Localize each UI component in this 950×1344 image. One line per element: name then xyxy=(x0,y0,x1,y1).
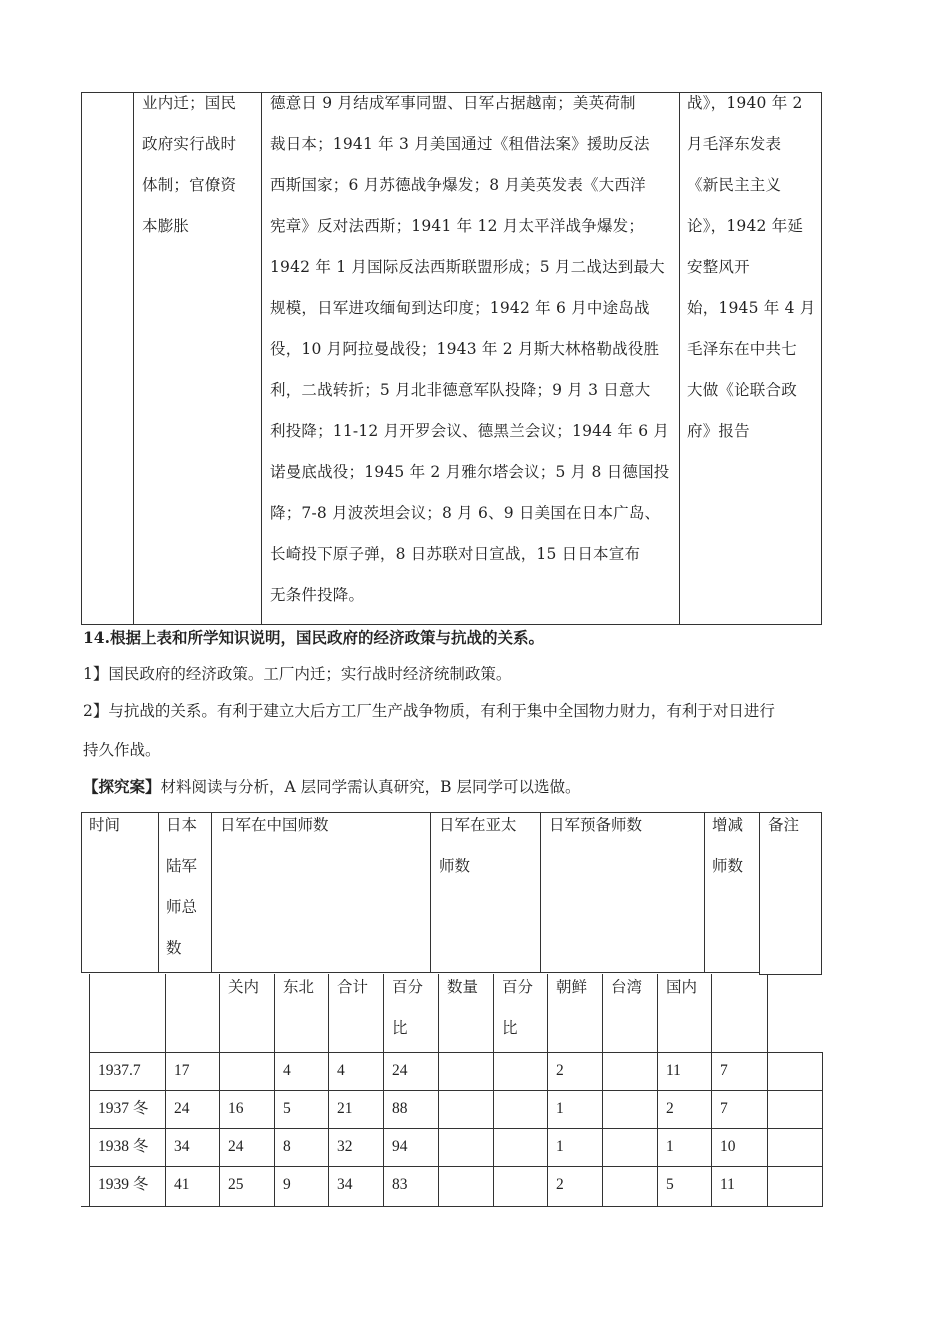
text-line: 体制；官僚资 xyxy=(142,176,237,194)
header-note: 备注 xyxy=(768,816,800,834)
header-china: 日军在中国师数 xyxy=(220,816,329,834)
table-col-divider xyxy=(261,92,262,625)
table2-row-line xyxy=(89,1166,823,1167)
table2-row-line xyxy=(89,1128,823,1129)
text-line: 安整风开 xyxy=(687,258,750,276)
subheader-dongbei: 东北 xyxy=(283,978,315,996)
text-line: 宪章》反对法西斯；1941 年 12 月太平洋战争爆发； xyxy=(270,217,645,235)
subheader-chaoxian: 朝鲜 xyxy=(556,978,588,996)
text-line: 府》报告 xyxy=(687,422,750,440)
text-line: 1942 年 1 月国际反法西斯联盟形成；5 月二战达到最大 xyxy=(270,258,665,276)
cell-chaoxian: 1 xyxy=(556,1138,564,1155)
answer-2-line2: 持久作战。 xyxy=(83,741,161,759)
subheader-pct2-line: 百分 xyxy=(502,978,534,996)
subheader-pct2 xyxy=(502,967,533,1049)
subheader-pct2-line: 比 xyxy=(502,1019,518,1037)
cell-heji: 21 xyxy=(337,1100,353,1117)
cell-time: 1937.7 xyxy=(98,1062,141,1079)
table2-h1-divider xyxy=(540,812,541,973)
text-line: 月毛泽东发表 xyxy=(687,135,782,153)
text-line: 利投降；11-12 月开罗会议、德黑兰会议；1944 年 6 月 xyxy=(270,422,670,440)
cell-chaoxian: 2 xyxy=(556,1062,564,1079)
table2-header1-bottom-note xyxy=(759,974,822,975)
header-asia-pacific xyxy=(439,805,517,887)
cell-total: 41 xyxy=(174,1176,190,1193)
text-line: 《新民主主义 xyxy=(687,176,782,194)
header-asia-pacific-line: 日军在亚太 xyxy=(439,816,517,834)
cell-dongbei: 8 xyxy=(283,1138,291,1155)
subheader-pct1-line: 百分 xyxy=(392,978,424,996)
text-line: 毛泽东在中共七 xyxy=(687,340,797,358)
cell-time: 1939 冬 xyxy=(98,1176,149,1193)
table2-h2-divider xyxy=(822,1052,823,1206)
subheader-guannei: 关内 xyxy=(228,978,260,996)
header-time: 时间 xyxy=(89,816,121,834)
header-total xyxy=(166,805,197,969)
table-border-bottom xyxy=(81,624,822,625)
cell-guonei: 2 xyxy=(666,1100,674,1117)
table-col-divider xyxy=(133,92,134,625)
text-line: 业内迁；国民 xyxy=(142,94,237,112)
text-line: 役，10 月阿拉曼战役；1943 年 2 月斯大林格勒战役胜 xyxy=(270,340,660,358)
cell-heji: 34 xyxy=(337,1176,353,1193)
cell-dongbei: 9 xyxy=(283,1176,291,1193)
header-change-line: 增减 xyxy=(712,816,744,834)
cell-guannei: 25 xyxy=(228,1176,244,1193)
subheader-guonei: 国内 xyxy=(666,978,698,996)
header-total-line: 日本 xyxy=(166,816,198,834)
cell-pct: 88 xyxy=(392,1100,408,1117)
table2-h1-divider xyxy=(759,812,760,975)
header-total-line: 陆军 xyxy=(166,857,198,875)
header-change-line: 师数 xyxy=(712,857,744,875)
question-14-title: 14.根据上表和所学知识说明，国民政府的经济政策与抗战的关系。 xyxy=(83,628,544,647)
col4-text xyxy=(687,83,819,452)
text-line: 论》，1942 年延 xyxy=(687,217,804,235)
cell-guannei: 24 xyxy=(228,1138,244,1155)
cell-time: 1937 冬 xyxy=(98,1100,149,1117)
table2-h1-divider xyxy=(211,812,212,973)
cell-dongbei: 4 xyxy=(283,1062,291,1079)
text-line: 裁日本；1941 年 3 月美国通过《租借法案》援助反法 xyxy=(270,135,650,153)
explore-section xyxy=(83,777,580,797)
cell-change: 11 xyxy=(720,1176,735,1193)
cell-heji: 4 xyxy=(337,1062,345,1079)
text-line: 战》，1940 年 2 xyxy=(687,94,803,112)
subheader-heji: 合计 xyxy=(337,978,369,996)
header-reserve: 日军预备师数 xyxy=(549,816,643,834)
cell-heji: 32 xyxy=(337,1138,353,1155)
answer-1: 1】国民政府的经济政策。工厂内迁；实行战时经济统制政策。 xyxy=(83,665,512,683)
cell-chaoxian: 2 xyxy=(556,1176,564,1193)
cell-total: 17 xyxy=(174,1062,190,1079)
cell-change: 7 xyxy=(720,1100,728,1117)
text-line: 利，二战转折；5 月北非德意军队投降；9 月 3 日意大 xyxy=(270,381,651,399)
text-line: 诺曼底战役；1945 年 2 月雅尔塔会议；5 月 8 日德国投 xyxy=(270,463,670,481)
text-line: 政府实行战时 xyxy=(142,135,237,153)
cell-pct: 24 xyxy=(392,1062,408,1079)
text-line: 始，1945 年 4 月 xyxy=(687,299,816,317)
answer-2-line1: 2】与抗战的关系。有利于建立大后方工厂生产战争物质，有利于集中全国物力财力，有利于对日进行 xyxy=(83,702,775,720)
text-line: 大做《论联合政 xyxy=(687,381,797,399)
table-col-divider xyxy=(679,92,680,625)
text-line: 本膨胀 xyxy=(142,217,190,235)
cell-guannei: 16 xyxy=(228,1100,244,1117)
header-asia-pacific-line: 师数 xyxy=(439,857,471,875)
text-line: 长崎投下原子弹，8 日苏联对日宣战，15 日日本宣布 xyxy=(270,545,641,563)
subheader-qty: 数量 xyxy=(447,978,479,996)
col2-text xyxy=(142,83,257,247)
table2-h1-divider xyxy=(704,812,705,973)
cell-chaoxian: 1 xyxy=(556,1100,564,1117)
table-border-right xyxy=(821,92,822,625)
cell-pct: 83 xyxy=(392,1176,408,1193)
subheader-taiwan: 台湾 xyxy=(611,978,643,996)
text-line: 无条件投降。 xyxy=(270,586,365,604)
text-line: 西斯国家；6 月苏德战争爆发；8 月美英发表《大西洋 xyxy=(270,176,646,194)
cell-change: 10 xyxy=(720,1138,736,1155)
subheader-pct1 xyxy=(392,967,423,1049)
text-line: 降；7-8 月波茨坦会议；8 月 6、9 日美国在日本广岛、 xyxy=(270,504,661,522)
table2-row-line xyxy=(89,1090,823,1091)
header-total-line: 数 xyxy=(166,939,182,957)
cell-guonei: 1 xyxy=(666,1138,674,1155)
cell-guonei: 5 xyxy=(666,1176,674,1193)
table2-border-bottom xyxy=(81,1206,823,1207)
cell-pct: 94 xyxy=(392,1138,408,1155)
cell-total: 34 xyxy=(174,1138,190,1155)
cell-time: 1938 冬 xyxy=(98,1138,149,1155)
explore-text: 材料阅读与分析，A 层同学需认真研究，B 层同学可以选做。 xyxy=(160,778,581,796)
header-change xyxy=(712,805,743,887)
text-line: 德意日 9 月结成军事同盟、日军占据越南；美英荷制 xyxy=(270,94,636,112)
subheader-pct1-line: 比 xyxy=(392,1019,408,1037)
cell-change: 7 xyxy=(720,1062,728,1079)
table2-h1-divider xyxy=(821,812,822,975)
explore-label: 【探究案】 xyxy=(83,777,161,796)
table2-h1-divider xyxy=(158,812,159,973)
text-line: 规模，日军进攻缅甸到达印度；1942 年 6 月中途岛战 xyxy=(270,299,650,317)
table2-h1-divider xyxy=(81,812,82,973)
header-total-line: 师总 xyxy=(166,898,198,916)
table2-h1-divider xyxy=(430,812,431,973)
cell-dongbei: 5 xyxy=(283,1100,291,1117)
table2-row-line xyxy=(89,1052,823,1053)
cell-guonei: 11 xyxy=(666,1062,681,1079)
cell-total: 24 xyxy=(174,1100,190,1117)
col3-text xyxy=(270,83,675,616)
table-border-left xyxy=(81,92,82,625)
